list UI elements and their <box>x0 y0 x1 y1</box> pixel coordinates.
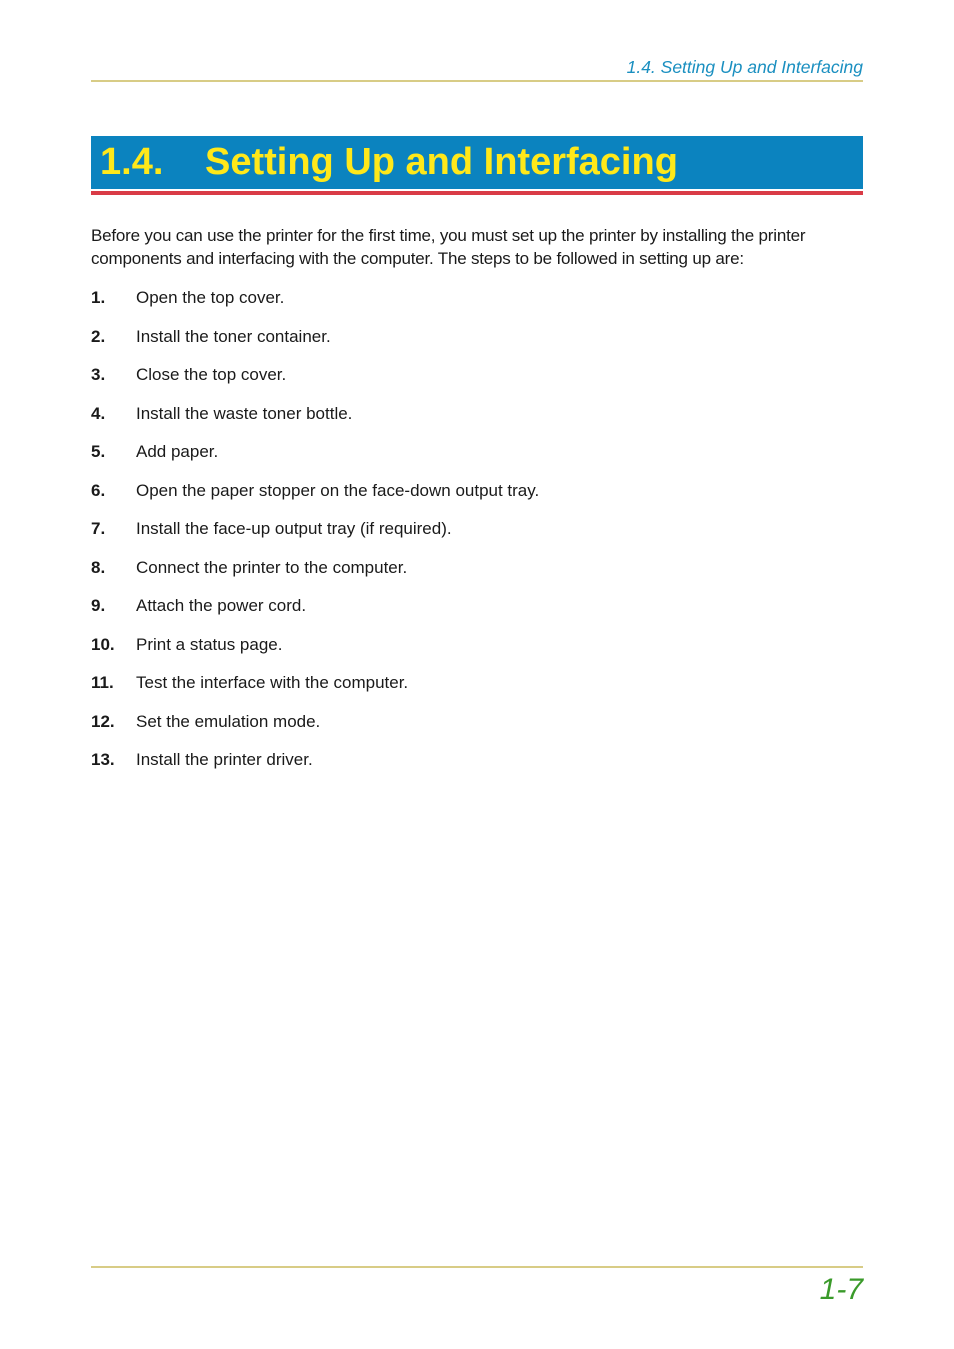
step-text: Open the paper stopper on the face-down output tray. <box>136 480 540 500</box>
step-text: Set the emulation mode. <box>136 711 321 731</box>
list-item <box>91 593 863 632</box>
step-text: Test the interface with the computer. <box>136 673 409 692</box>
step-number: 7. <box>91 519 106 538</box>
step-text: Install the waste toner bottle. <box>136 403 353 423</box>
step-number: 9. <box>91 596 106 615</box>
step-text: Print a status page. <box>136 634 283 654</box>
step-number: 6. <box>91 480 106 500</box>
list-item <box>91 324 863 363</box>
step-text: Add paper. <box>136 442 219 461</box>
list-item <box>91 747 863 786</box>
list-item <box>91 670 863 709</box>
list-item <box>91 709 863 748</box>
list-item <box>91 439 863 478</box>
step-number: 2. <box>91 326 106 346</box>
section-title-text: Setting Up and Interfacing <box>205 141 678 183</box>
list-item <box>91 516 863 555</box>
step-number: 11. <box>91 673 114 692</box>
step-text: Attach the power cord. <box>136 596 307 615</box>
intro-paragraph: Before you can use the printer for the first time, you must set up the printer by installing the printer components and interfacing with the computer. The steps to be followed in setting up are: <box>91 226 806 268</box>
step-text: Install the toner container. <box>136 326 331 346</box>
step-number: 4. <box>91 403 106 423</box>
list-item <box>91 401 863 440</box>
page-number: 1-7 <box>819 1273 863 1306</box>
step-number: 3. <box>91 365 106 384</box>
step-number: 1. <box>91 288 106 307</box>
step-number: 10. <box>91 634 115 654</box>
setup-steps-list <box>91 285 863 786</box>
step-text: Install the face-up output tray (if required). <box>136 519 452 538</box>
list-item <box>91 478 863 517</box>
section-number: 1.4. <box>100 141 164 183</box>
section-title <box>100 136 678 189</box>
step-text: Close the top cover. <box>136 365 287 384</box>
step-number: 12. <box>91 711 115 731</box>
step-number: 8. <box>91 557 106 577</box>
step-number: 13. <box>91 750 115 769</box>
footer-rule <box>91 1266 863 1268</box>
step-text: Install the printer driver. <box>136 750 313 769</box>
step-text: Open the top cover. <box>136 288 285 307</box>
step-number: 5. <box>91 442 106 461</box>
list-item <box>91 632 863 671</box>
section-title-underline <box>91 191 863 195</box>
list-item <box>91 555 863 594</box>
step-text: Connect the printer to the computer. <box>136 557 408 577</box>
list-item <box>91 362 863 401</box>
header-rule <box>91 80 863 82</box>
running-header: 1.4. Setting Up and Interfacing <box>626 57 863 77</box>
list-item <box>91 285 863 324</box>
